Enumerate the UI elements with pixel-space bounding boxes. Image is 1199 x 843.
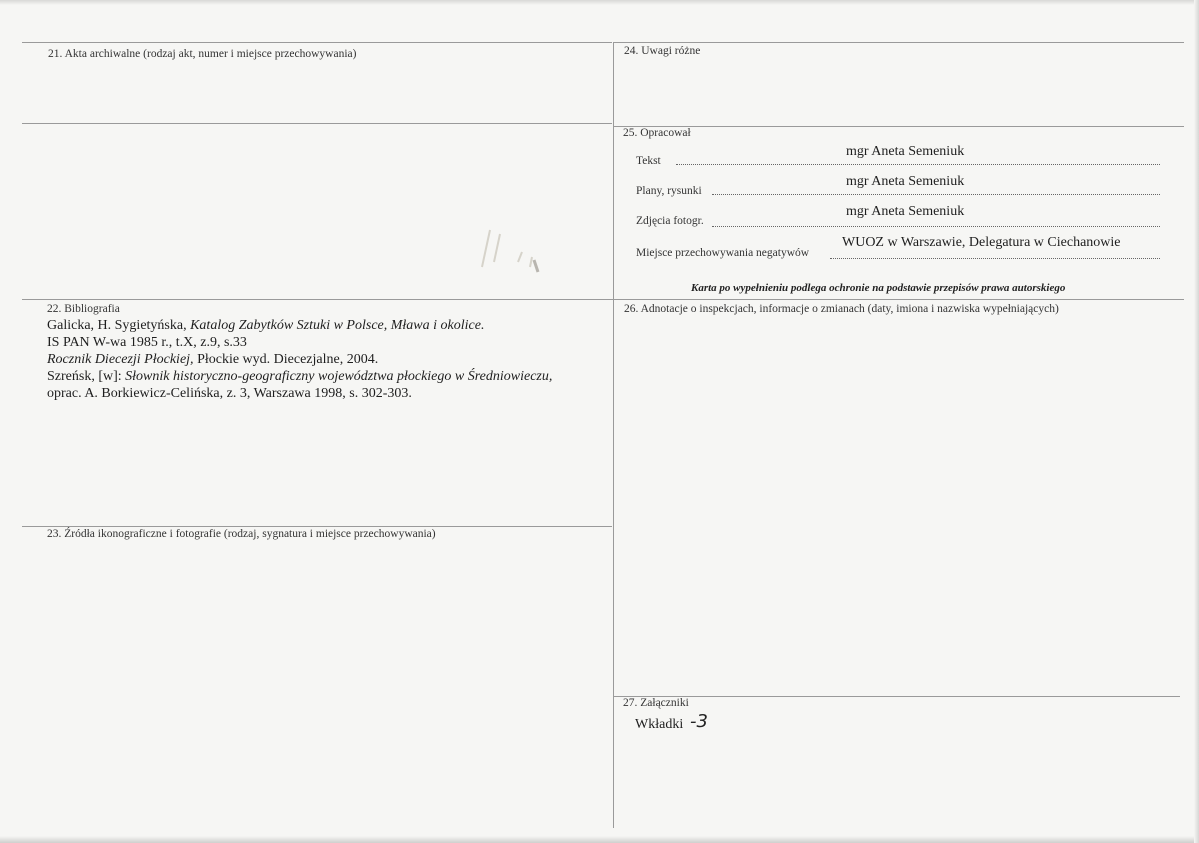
bibliography-entry: oprac. A. Borkiewicz-Celińska, z. 3, Warszawa 1998, s. 302-303. bbox=[47, 386, 412, 401]
section-23-label: 23. Źródła ikonograficzne i fotografie (rodzaj, sygnatura i miejsce przechowywania) bbox=[47, 528, 436, 540]
attachments-value: Wkładki bbox=[635, 717, 684, 732]
rule-top-right bbox=[614, 42, 1184, 43]
paper-edge-top bbox=[0, 0, 1199, 5]
field-plany-label: Plany, rysunki bbox=[636, 185, 702, 197]
rule-middle bbox=[22, 299, 1184, 300]
section-24-label: 24. Uwagi różne bbox=[624, 45, 701, 57]
rule-21-bottom bbox=[22, 123, 612, 124]
field-zdjecia-dots bbox=[712, 226, 1160, 227]
field-tekst-value: mgr Aneta Semeniuk bbox=[846, 144, 965, 159]
section-21-label: 21. Akta archiwalne (rodzaj akt, numer i miejsce przechowywania) bbox=[48, 48, 357, 60]
field-zdjecia-value: mgr Aneta Semeniuk bbox=[846, 204, 965, 219]
rule-22-bottom bbox=[22, 526, 612, 527]
field-tekst-label: Tekst bbox=[636, 155, 661, 167]
handwritten-count: -3 bbox=[690, 711, 708, 732]
bibliography-entry: IS PAN W-wa 1985 r., t.X, z.9, s.33 bbox=[47, 335, 247, 350]
paper-edge-right bbox=[1194, 0, 1199, 843]
copyright-note: Karta po wypełnieniu podlega ochronie na podstawie przepisów prawa autorskiego bbox=[691, 282, 1066, 294]
paper-edge-bottom bbox=[0, 836, 1199, 843]
bibliography-entry: Galicka, H. Sygietyńska, Katalog Zabytków Sztuki w Polsce, Mława i okolice. bbox=[47, 318, 485, 333]
field-negatywy-dots bbox=[830, 258, 1160, 259]
rule-center-vertical bbox=[613, 42, 614, 828]
section-25-label: 25. Opracował bbox=[623, 127, 691, 139]
pencil-smudge-icon bbox=[460, 222, 550, 282]
field-negatywy-value: WUOZ w Warszawie, Delegatura w Ciechanowie bbox=[842, 235, 1121, 250]
field-zdjecia-label: Zdjęcia fotogr. bbox=[636, 215, 704, 227]
rule-26-bottom bbox=[614, 696, 1180, 697]
field-plany-dots bbox=[712, 194, 1160, 195]
field-plany-value: mgr Aneta Semeniuk bbox=[846, 174, 965, 189]
bibliography-entry: Szreńsk, [w]: Słownik historyczno-geograficzny województwa płockiego w Średniowieczu, bbox=[47, 369, 553, 384]
rule-top-left bbox=[22, 42, 612, 43]
bibliography-entry: Rocznik Diecezji Płockiej, Płockie wyd. Diecezjalne, 2004. bbox=[47, 352, 379, 367]
bibliography-list bbox=[47, 317, 552, 402]
section-22-label: 22. Bibliografia bbox=[47, 303, 120, 315]
section-27-label: 27. Załączniki bbox=[623, 697, 689, 709]
field-negatywy-label: Miejsce przechowywania negatywów bbox=[636, 247, 810, 259]
section-26-label: 26. Adnotacje o inspekcjach, informacje o zmianach (daty, imiona i nazwiska wypełniających) bbox=[624, 303, 1059, 315]
rule-24-bottom bbox=[614, 126, 1184, 127]
field-tekst-dots bbox=[676, 164, 1160, 165]
